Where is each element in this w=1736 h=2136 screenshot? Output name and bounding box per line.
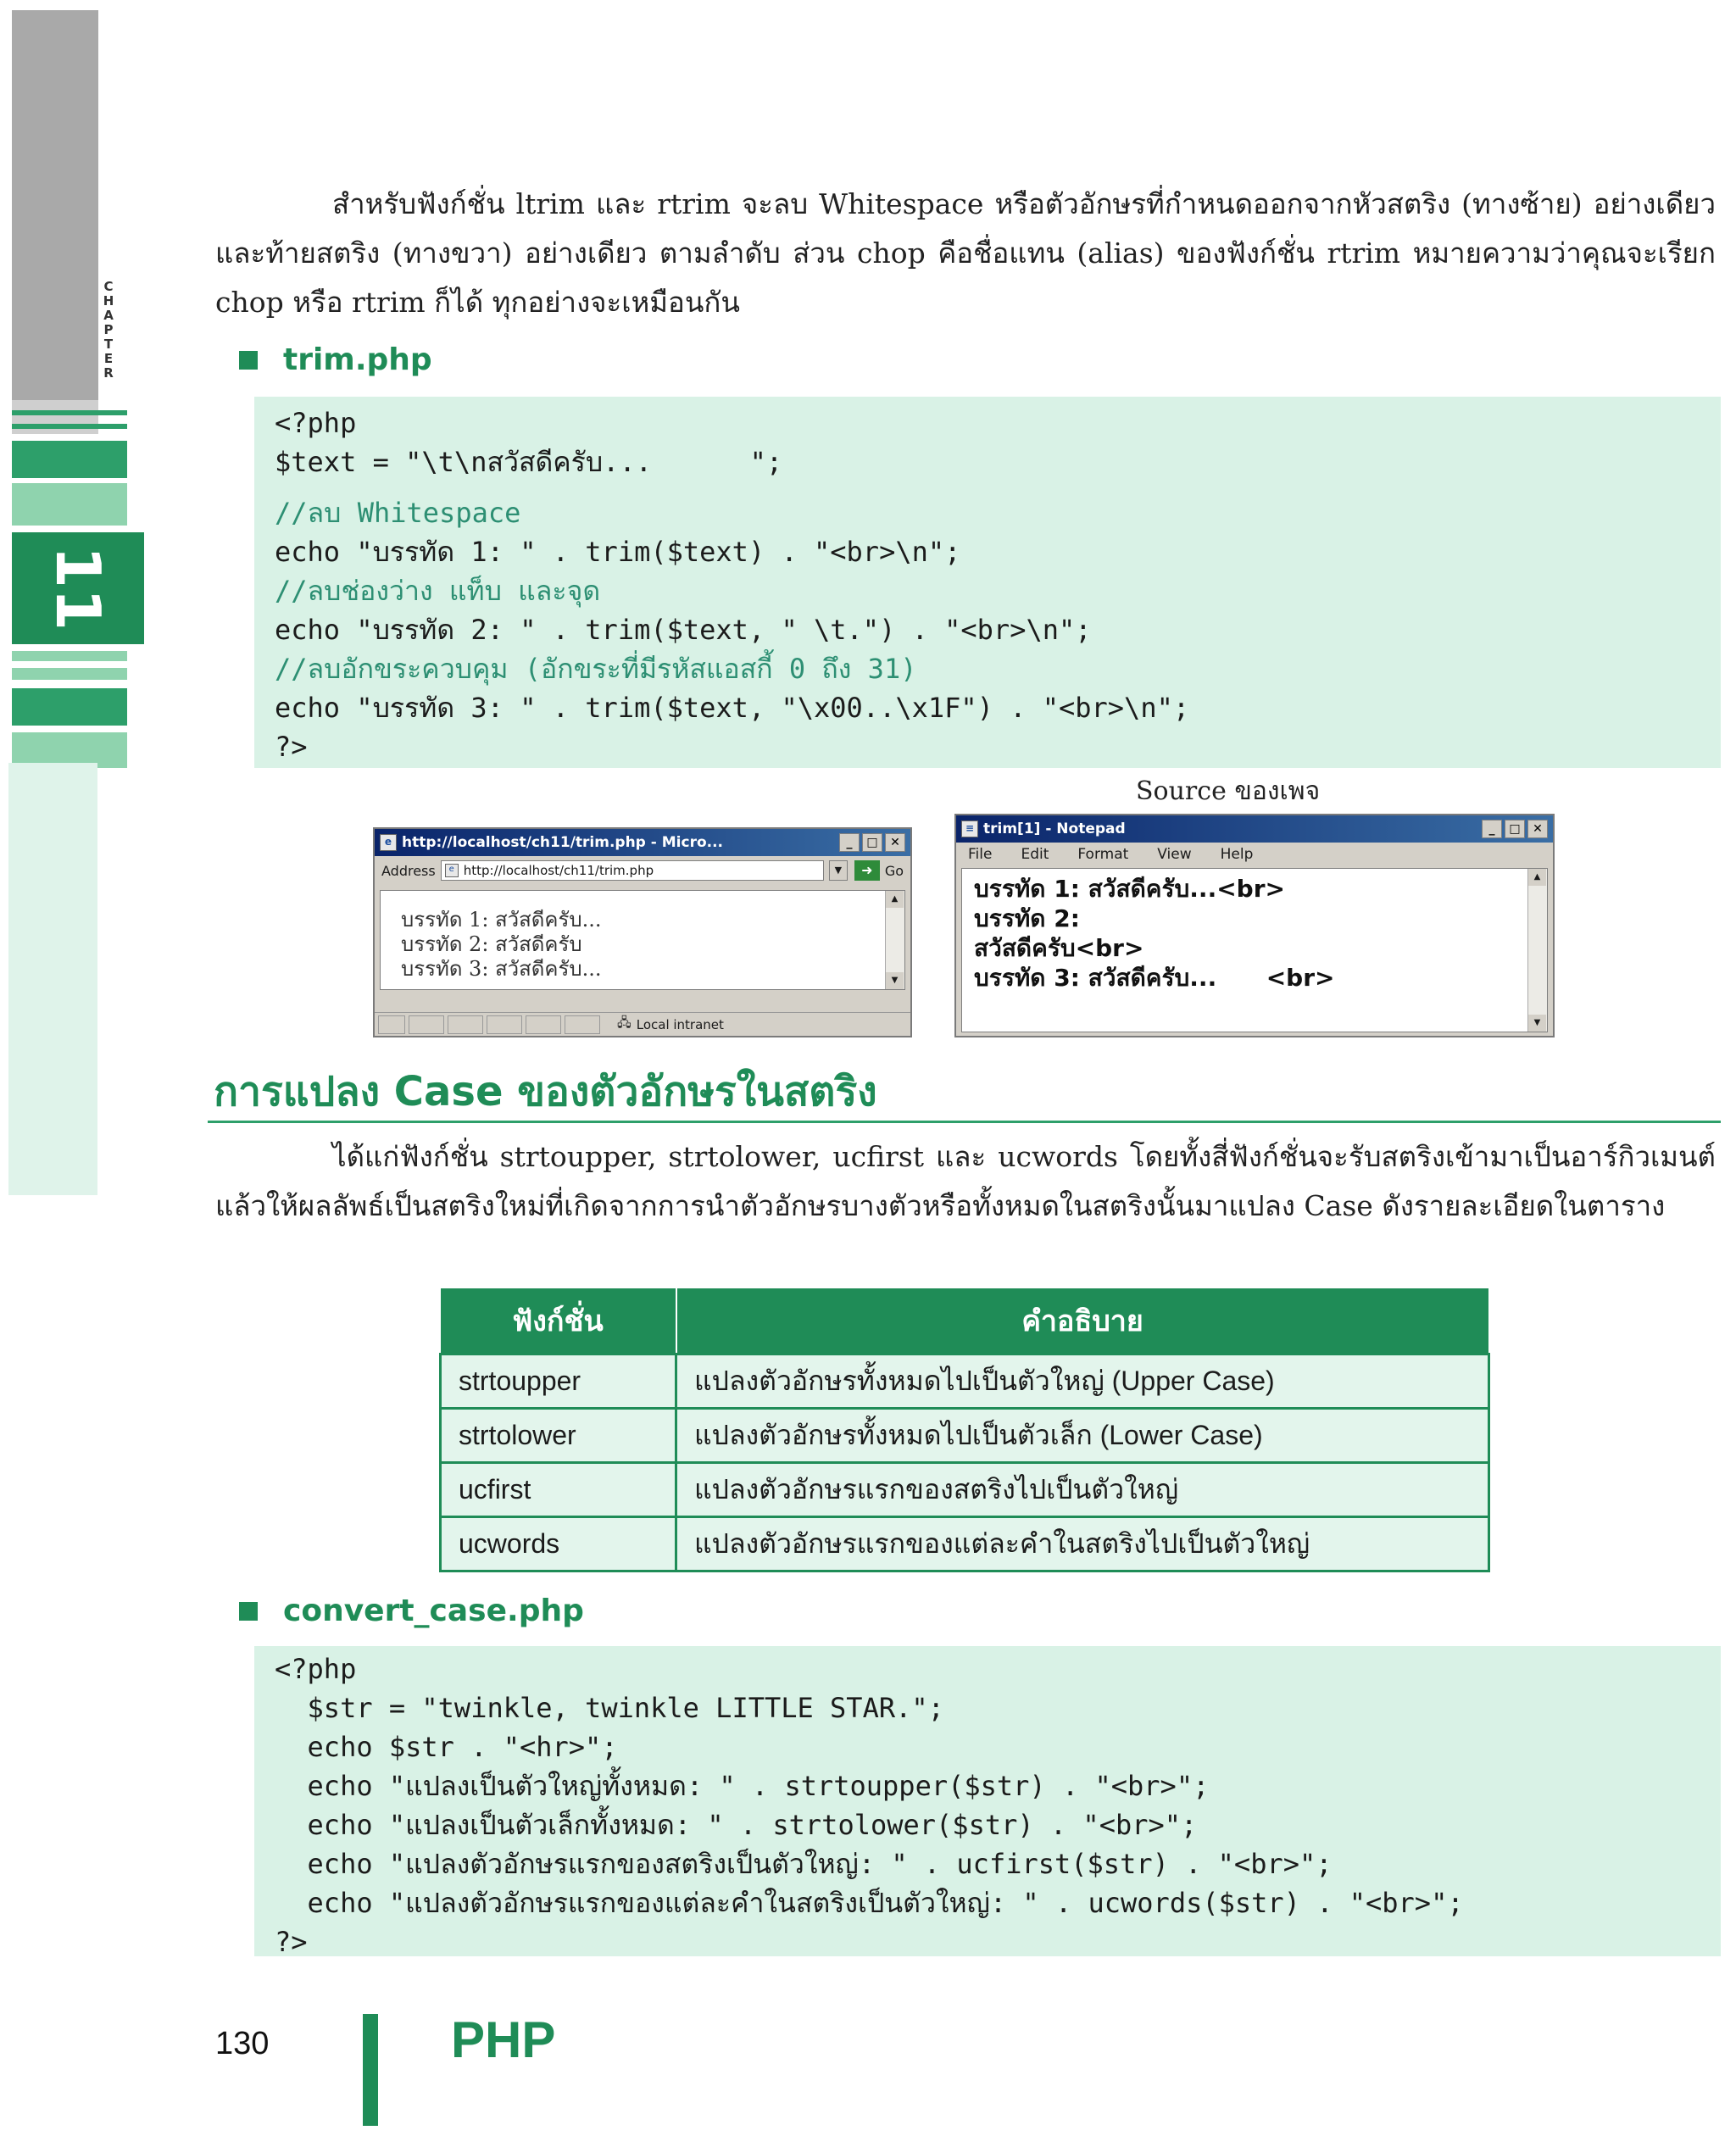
code-line: echo "แปลงเป็นตัวเล็กทั้งหมด: " . strtolower($str) . "<br>"; [275, 1809, 1198, 1841]
code-comment-line: //ลบช่องว่าง แท็บ และจุด [275, 575, 601, 607]
trim-code-block [254, 397, 1721, 768]
sidebar-grey-block [12, 10, 98, 400]
function-description-cell: แปลงตัวอักษรทั้งหมดไปเป็นตัวใหญ่ (Upper Case) [676, 1354, 1489, 1409]
table-row [441, 1409, 1489, 1463]
minimize-button[interactable]: _ [1482, 820, 1502, 838]
trim-filename: trim.php [283, 342, 432, 377]
code-line: echo "แปลงตัวอักษรแรกของสตริงเป็นตัวใหญ่: " . ucfirst($str) . "<br>"; [275, 1848, 1333, 1880]
code-comment-line: //ลบอักขระควบคุม (อักขระที่มีรหัสแอสกี้ 0 ถึง 31) [275, 653, 917, 685]
go-button[interactable]: Go [884, 862, 904, 879]
notepad-window [954, 814, 1555, 1037]
menu-item-view[interactable]: View [1157, 846, 1192, 863]
code-line: $text = "\t\nสวัสดีครับ... "; [275, 446, 783, 478]
sidebar-stripe [12, 651, 127, 661]
convert-code-block [254, 1646, 1721, 1956]
case-function-table [439, 1288, 1490, 1572]
notepad-title: trim[1] - Notepad [983, 820, 1126, 837]
function-description-cell: แปลงตัวอักษรแรกของสตริงไปเป็นตัวใหญ่ [676, 1463, 1489, 1517]
menu-item-format[interactable]: Format [1077, 846, 1129, 863]
code-line: ?> [275, 731, 308, 763]
source-caption: Source ของเพจ [1136, 776, 1321, 806]
function-name-cell: ucfirst [441, 1463, 676, 1517]
trim-file-heading [239, 342, 432, 377]
code-comment-line: //ลบ Whitespace [275, 497, 521, 529]
convert-file-heading [239, 1594, 584, 1628]
browser-content [380, 890, 905, 990]
book-title: PHP [451, 2011, 556, 2068]
code-line: echo $str . "<hr>"; [275, 1731, 618, 1763]
address-value: http://localhost/ch11/trim.php [463, 863, 654, 878]
notepad-line: สวัสดีครับ<br> [974, 934, 1144, 962]
status-cell [448, 1015, 483, 1034]
status-cell [526, 1015, 561, 1034]
address-bar [375, 856, 910, 885]
browser-title: http://localhost/ch11/trim.php - Micro... [402, 834, 724, 851]
table-row [441, 1517, 1489, 1571]
close-button[interactable]: ✕ [1527, 820, 1548, 838]
code-line: echo "บรรทัด 1: " . trim($text) . "<br>\n"; [275, 536, 961, 568]
function-name-cell: strtolower [441, 1409, 676, 1463]
function-description-cell: แปลงตัวอักษรแรกของแต่ละคำในสตริงไปเป็นตัวใหญ่ [676, 1517, 1489, 1571]
scroll-down-icon[interactable]: ▼ [1528, 1015, 1546, 1032]
code-line: <?php [275, 1653, 357, 1685]
menu-item-help[interactable]: Help [1220, 846, 1254, 863]
notepad-line: บรรทัด 2: [974, 904, 1080, 932]
table-header: ฟังก์ชั่น [441, 1288, 676, 1354]
sidebar-stripe [12, 688, 127, 726]
sidebar-mint-block [8, 763, 97, 1195]
vertical-scrollbar[interactable] [1527, 869, 1547, 1032]
section-heading: การแปลง Case ของตัวอักษรในสตริง [214, 1068, 877, 1115]
square-bullet-icon [239, 1602, 258, 1621]
sidebar-stripe [12, 668, 127, 680]
notepad-icon: ≡ [961, 820, 978, 837]
close-button[interactable]: ✕ [885, 833, 905, 852]
notepad-menu-bar [956, 843, 1553, 866]
scroll-up-icon[interactable]: ▲ [886, 891, 904, 908]
page-icon: e [445, 864, 459, 877]
table-header: คำอธิบาย [676, 1288, 1489, 1354]
chapter-number: 11 [42, 545, 114, 631]
convert-filename: convert_case.php [283, 1594, 584, 1628]
vertical-scrollbar[interactable] [885, 891, 904, 989]
table-row [441, 1354, 1489, 1409]
intro-paragraph: สำหรับฟังก์ชั่น ltrim และ rtrim จะลบ Whitespace หรือตัวอักษรที่กำหนดออกจากหัวสตริง (ทางซ้าย) อย่างเดียว และท้ายสตริง (ทางขวา) อย่างเดียว ตามลำดับ ส่วน chop คือชื่อแทน (alias) ของฟังก์ชั่น rtrim หมายความว่าคุณจะเรียก chop หรือ rtrim ก็ได้ ทุกอย่างจะเหมือนกัน [215, 187, 1716, 319]
go-arrow-icon[interactable]: ➜ [854, 860, 880, 881]
code-line: ?> [275, 1926, 308, 1958]
case-paragraph: ได้แก่ฟังก์ชั่น strtoupper, strtolower, ucfirst และ ucwords โดยทั้งสี่ฟังก์ชั่นจะรับสตริงเข้ามาเป็นอาร์กิวเมนต์ แล้วให้ผลลัพธ์เป็นสตริงใหม่ที่เกิดจากการนำตัวอักษรบางตัวหรือทั้งหมดในสตริงนั้นมาแปลง Case ดังรายละเอียดในตาราง [215, 1140, 1716, 1222]
notepad-titlebar [956, 815, 1553, 843]
function-description-cell: แปลงตัวอักษรทั้งหมดไปเป็นตัวเล็ก (Lower Case) [676, 1409, 1489, 1463]
intranet-icon: 🖧 [617, 1015, 632, 1030]
sidebar-stripe [12, 410, 127, 415]
browser-output-line: บรรทัด 3: สวัสดีครับ... [401, 957, 602, 981]
code-line: echo "บรรทัด 2: " . trim($text, " \t.") . "<br>\n"; [275, 614, 1092, 646]
scroll-down-icon[interactable]: ▼ [886, 972, 904, 989]
status-cell [487, 1015, 522, 1034]
code-line: echo "แปลงตัวอักษรแรกของแต่ละคำในสตริงเป็นตัวใหญ่: " . ucwords($str) . "<br>"; [275, 1887, 1464, 1919]
status-cell [565, 1015, 600, 1034]
sidebar-stripe [12, 441, 127, 478]
address-input[interactable] [441, 860, 824, 881]
notepad-line: บรรทัด 3: สวัสดีครับ... <br> [974, 964, 1335, 992]
code-line: echo "บรรทัด 3: " . trim($text, "\x00..\x1F") . "<br>\n"; [275, 692, 1190, 724]
browser-output-line: บรรทัด 2: สวัสดีครับ [401, 932, 582, 956]
page-number: 130 [215, 2026, 270, 2061]
sidebar-stripe [12, 424, 127, 429]
code-line: echo "แปลงเป็นตัวใหญ่ทั้งหมด: " . strtoupper($str) . "<br>"; [275, 1770, 1210, 1802]
browser-status-bar [375, 1012, 910, 1036]
browser-titlebar [375, 829, 910, 856]
menu-item-edit[interactable]: Edit [1021, 846, 1049, 863]
status-text: Local intranet [636, 1016, 724, 1032]
browser-window [373, 827, 912, 1037]
code-line: $str = "twinkle, twinkle LITTLE STAR."; [275, 1692, 944, 1724]
chapter-label: C H A P T E R [103, 279, 114, 381]
browser-output [401, 908, 601, 982]
status-icon [378, 1015, 405, 1034]
maximize-button[interactable]: □ [862, 833, 882, 852]
menu-item-file[interactable]: File [968, 846, 993, 863]
maximize-button[interactable]: □ [1505, 820, 1525, 838]
section-divider [208, 1121, 1721, 1123]
table-row [441, 1463, 1489, 1517]
ie-icon: e [380, 834, 397, 851]
notepad-line: บรรทัด 1: สวัสดีครับ...<br> [974, 875, 1285, 903]
scroll-up-icon[interactable]: ▲ [1528, 869, 1546, 886]
sidebar-stripe [12, 483, 127, 526]
table-header-row [441, 1288, 1489, 1354]
function-name-cell: strtoupper [441, 1354, 676, 1409]
address-dropdown-icon[interactable]: ▼ [829, 860, 848, 881]
notepad-text-area[interactable] [974, 874, 1334, 993]
address-label: Address [381, 862, 436, 879]
status-cell [409, 1015, 444, 1034]
chapter-number-box [12, 532, 144, 644]
footer-divider [363, 2014, 378, 2126]
sidebar-grey-light-block [12, 400, 98, 434]
square-bullet-icon [239, 351, 258, 370]
code-line: <?php [275, 407, 357, 439]
minimize-button[interactable]: _ [839, 833, 860, 852]
notepad-content [961, 868, 1548, 1032]
browser-output-line: บรรทัด 1: สวัสดีครับ... [401, 908, 602, 932]
function-name-cell: ucwords [441, 1517, 676, 1571]
